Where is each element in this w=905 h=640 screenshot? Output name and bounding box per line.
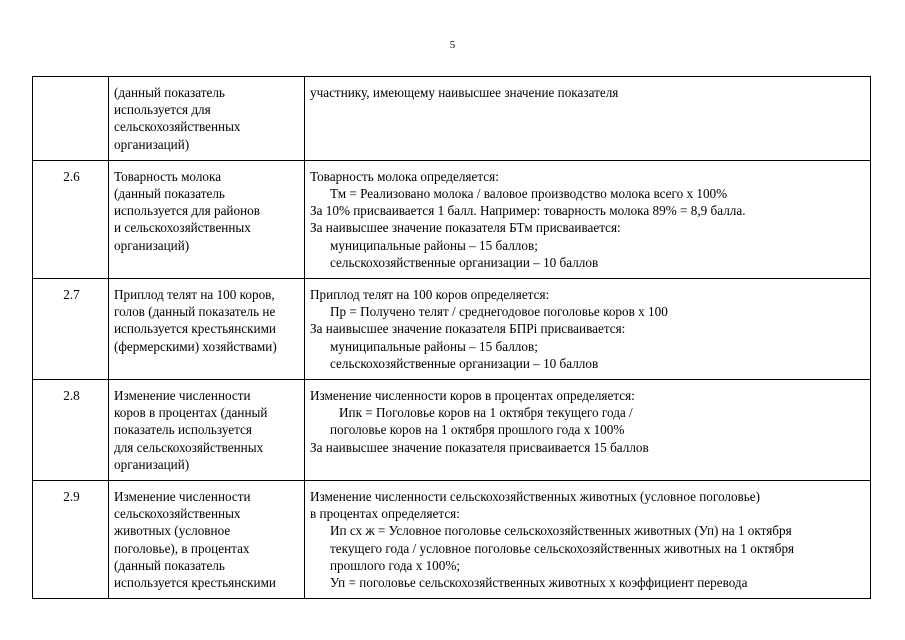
- formula-line: Тм = Реализовано молока / валовое производство молока всего х 100%: [330, 186, 728, 202]
- table-row: [33, 481, 871, 599]
- text-line: Изменение численности: [114, 388, 251, 404]
- formula-line: Ипк = Поголовье коров на 1 октября текущего года /: [339, 405, 633, 421]
- text-line: организаций): [114, 237, 190, 253]
- text-line: За наивысшее значение показателя БПРi присваивается:: [310, 321, 626, 337]
- page-number: 5: [449, 39, 456, 51]
- text-line: организаций): [114, 136, 190, 152]
- text-line: За 10% присваивается 1 балл. Например: товарность молока 89% = 8,9 балла.: [310, 203, 746, 219]
- formula-line: Пр = Получено телят / среднегодовое поголовье коров х 100: [330, 304, 668, 320]
- text-line: организаций): [114, 456, 190, 472]
- text-line: Изменение численности коров в процентах определяется:: [310, 388, 635, 404]
- text-line: (данный показатель: [114, 186, 225, 202]
- text-line: и сельскохозяйственных: [114, 220, 251, 236]
- formula-line: текущего года / условное поголовье сельскохозяйственных животных на 1 октября: [330, 540, 795, 556]
- text-line: За наивысшее значение показателя БТм присваивается:: [310, 220, 621, 236]
- text-line: (фермерскими) хозяйствами): [114, 338, 277, 354]
- indicator-description: [305, 160, 871, 278]
- formula-line: прошлого года х 100%;: [330, 557, 461, 573]
- text-line: поголовье), в процентах: [114, 540, 250, 556]
- text-line: сельскохозяйственные организации – 10 баллов: [330, 254, 599, 270]
- text-line: в процентах определяется:: [310, 506, 460, 522]
- indicator-name: [109, 77, 305, 161]
- text-line: голов (данный показатель не: [114, 304, 276, 320]
- text-line: сельскохозяйственные организации – 10 баллов: [330, 355, 599, 371]
- text-line: За наивысшее значение показателя присваивается 15 баллов: [310, 439, 649, 455]
- row-number: [33, 77, 109, 161]
- formula-line: поголовье коров на 1 октября прошлого года х 100%: [330, 422, 625, 438]
- text-line: Изменение численности: [114, 489, 251, 505]
- indicator-description: [305, 77, 871, 161]
- text-line: сельскохозяйственных: [114, 506, 241, 522]
- text-line: животных (условное: [114, 523, 231, 539]
- text-line: используется крестьянскими: [114, 321, 276, 337]
- row-number: 2.8: [33, 380, 109, 481]
- text-line: участнику, имеющему наивысшее значение показателя: [310, 85, 619, 100]
- table-row: [33, 77, 871, 161]
- indicator-description: [305, 380, 871, 481]
- text-line: используется для районов: [114, 203, 260, 219]
- text-line: Приплод телят на 100 коров определяется:: [310, 287, 550, 303]
- text-line: муниципальные районы – 15 баллов;: [330, 237, 538, 253]
- indicator-description: [305, 279, 871, 380]
- indicator-description: [305, 481, 871, 599]
- indicator-name: [109, 481, 305, 599]
- text-line: сельскохозяйственных: [114, 119, 241, 135]
- text-line: муниципальные районы – 15 баллов;: [330, 338, 538, 354]
- text-line: Товарность молока определяется:: [310, 168, 499, 184]
- text-line: Изменение численности сельскохозяйственных животных (условное поголовье): [310, 489, 761, 505]
- indicator-name: [109, 380, 305, 481]
- indicator-name: [109, 279, 305, 380]
- table-row: [33, 380, 871, 481]
- text-line: (данный показатель: [114, 557, 225, 573]
- text-line: Товарность молока: [114, 168, 222, 184]
- text-line: используется для: [114, 102, 211, 118]
- text-line: Приплод телят на 100 коров,: [114, 287, 275, 303]
- formula-line: Ип сх ж = Условное поголовье сельскохозяйственных животных (Уп) на 1 октября: [330, 523, 792, 539]
- text-line: для сельскохозяйственных: [114, 439, 264, 455]
- formula-line: Уп = поголовье сельскохозяйственных животных х коэффициент перевода: [330, 575, 748, 591]
- text-line: показатель используется: [114, 422, 252, 438]
- text-line: коров в процентах (данный: [114, 405, 268, 421]
- table-row: [33, 279, 871, 380]
- table-row: [33, 160, 871, 278]
- indicator-name: [109, 160, 305, 278]
- row-number: 2.7: [33, 279, 109, 380]
- text-line: используется крестьянскими: [114, 575, 276, 591]
- row-number: 2.9: [33, 481, 109, 599]
- text-line: (данный показатель: [114, 85, 225, 100]
- criteria-table: [32, 76, 871, 599]
- row-number: 2.6: [33, 160, 109, 278]
